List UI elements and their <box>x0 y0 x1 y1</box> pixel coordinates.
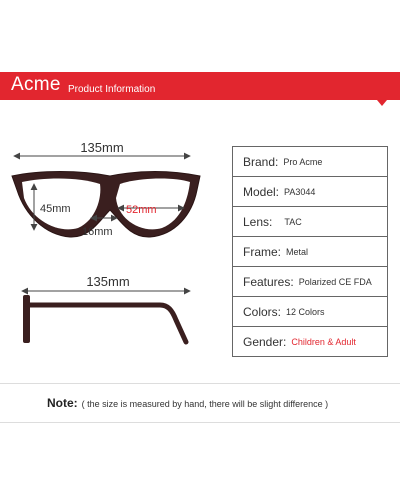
spec-label: Features: <box>243 274 294 289</box>
note-label: Note: <box>47 396 78 410</box>
spec-value: PA3044 <box>284 186 316 197</box>
note-divider-bottom <box>0 422 400 423</box>
spec-row-colors <box>232 296 388 327</box>
spec-value: Pro Acme <box>283 156 323 167</box>
bridge-width-label: 16mm <box>82 226 113 238</box>
note-text: ( the size is measured by hand, there will be slight difference ) <box>81 399 329 409</box>
glasses-side-view <box>23 295 186 343</box>
header-subtitle: Product Information <box>68 84 156 95</box>
note <box>47 396 328 410</box>
spec-row-model <box>232 176 388 207</box>
spec-label: Lens: <box>243 214 273 229</box>
spec-label: Gender: <box>243 334 287 349</box>
spec-row-gender <box>232 326 388 357</box>
spec-label: Frame: <box>243 244 282 259</box>
spec-value: Polarized CE FDA <box>298 276 372 287</box>
spec-value: TAC <box>284 216 302 227</box>
spec-row-frame <box>232 236 388 267</box>
lens-height-label: 45mm <box>40 203 71 215</box>
brand-logo-text: Acme <box>11 74 61 95</box>
temple-length-label: 135mm <box>86 274 130 289</box>
spec-row-features <box>232 266 388 297</box>
spec-label: Model: <box>243 184 280 199</box>
glasses-dimension-diagram <box>0 120 232 360</box>
spec-value: 12 Colors <box>286 306 325 317</box>
spec-row-lens <box>232 206 388 237</box>
spec-table <box>232 146 388 357</box>
spec-label: Colors: <box>243 304 282 319</box>
spec-label: Brand: <box>243 154 279 169</box>
spec-row-brand <box>232 146 388 177</box>
note-divider-top <box>0 383 400 384</box>
spec-value: Children & Adult <box>291 336 356 347</box>
header-notch-icon <box>377 100 387 106</box>
spec-value: Metal <box>286 246 309 257</box>
lens-width-label: 52mm <box>126 204 157 216</box>
front-width-label: 135mm <box>80 140 124 155</box>
